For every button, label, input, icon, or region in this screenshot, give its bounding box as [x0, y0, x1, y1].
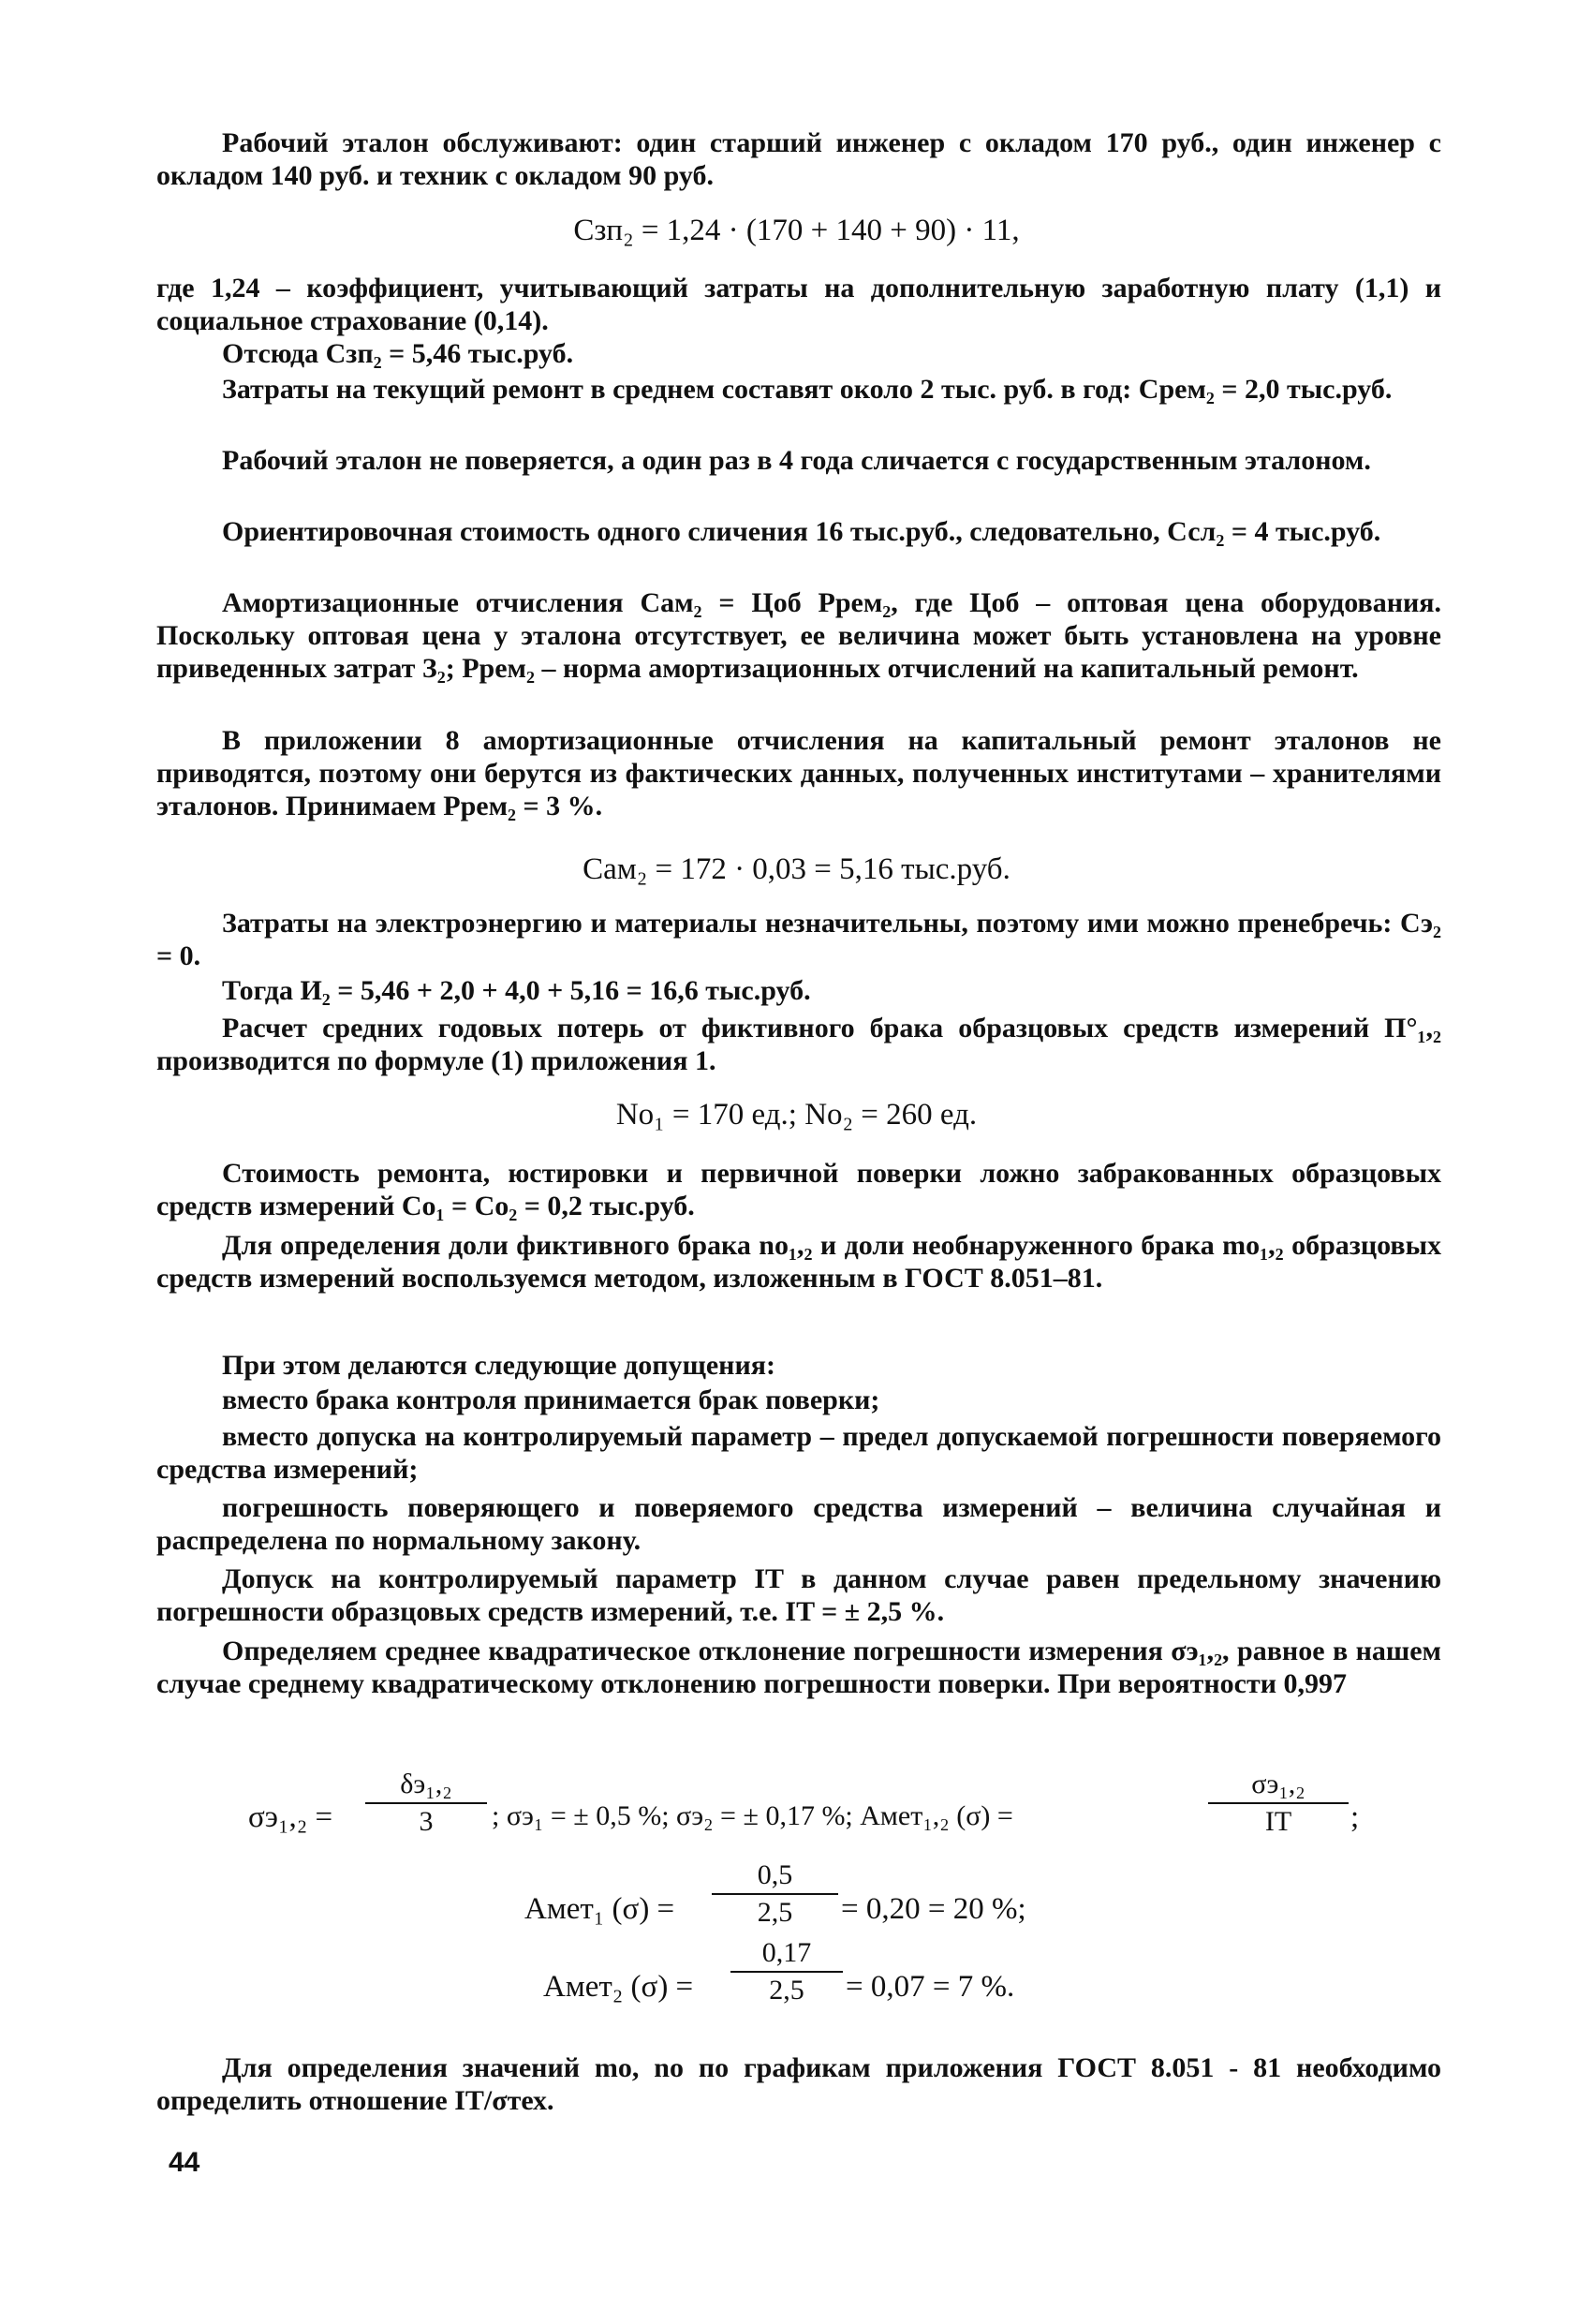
paragraph: Расчет средних годовых потерь от фиктивного брака образцовых средств измерений П°₁,₂ производится по формуле (1) приложения 1. [156, 1013, 1441, 1076]
fraction-sigma-over-it [1208, 1769, 1349, 1838]
formula-amet2-lhs: Амет₂ (σ) = [543, 1970, 694, 2004]
paragraph: вместо допуска на контролируемый параметр – предел допускаемой погрешности поверяемого средства измерений; [156, 1421, 1441, 1485]
paragraph: Отсюда Сзп₂ = 5,46 тыс.руб. [222, 338, 574, 369]
paragraph: Тогда И₂ = 5,46 + 2,0 + 4,0 + 5,16 = 16,6 тыс.руб. [222, 975, 811, 1006]
fraction-numerator: 0,17 [730, 1937, 843, 1973]
paragraph: Для определения доли фиктивного брака nо₁,₂ и доли необнаруженного брака mо₁,₂ образцовых средств измерений воспользуемся методом, изложенным в ГОСТ 8.051–81. [156, 1230, 1441, 1294]
equation: Сзп₂ = 1,24 · (170 + 140 + 90) · 11, [573, 214, 1020, 247]
equation: Nо₁ = 170 ед.; Nо₂ = 260 ед. [615, 1098, 978, 1132]
paragraph: Затраты на текущий ремонт в среднем составят около 2 тыс. руб. в год: Срем₂ = 2,0 тыс.руб. [222, 374, 1393, 405]
formula-semicolon: ; [1350, 1800, 1360, 1834]
equation: Сам₂ = 172 · 0,03 = 5,16 тыс.руб. [583, 852, 1010, 886]
paragraph: погрешность поверяющего и поверяемого средства измерений – величина случайная и распределена по нормальному закону. [156, 1492, 1441, 1556]
paragraph: Ориентировочная стоимость одного сличения 16 тыс.руб., следовательно, Ссл₂ = 4 тыс.руб. [222, 516, 1381, 547]
formula-sigma-values: ; σэ₁ = ± 0,5 %; σэ₂ = ± 0,17 %; Амет₁,₂ (σ) = [492, 1800, 1013, 1831]
paragraph: Для определения значений mо, nо по графикам приложения ГОСТ 8.051 - 81 необходимо определить отношение IT/σтех. [156, 2052, 1441, 2116]
formula-amet2-rhs: = 0,07 = 7 %. [846, 1970, 1015, 2004]
fraction-denominator: 3 [419, 1806, 434, 1837]
paragraph: Допуск на контролируемый параметр IT в данном случае равен предельному значению погрешности образцовых средств измерений, т.е. IT = ± 2,5 %. [156, 1563, 1441, 1627]
paragraph: В приложении 8 амортизационные отчисления на капитальный ремонт эталонов не приводятся, поэтому они берутся из фактических данных, полученных институтами – хранителями эталонов. Принимаем Ррем₂ = 3 %. [156, 725, 1441, 822]
fraction-amet2 [730, 1937, 843, 2006]
paragraph: Рабочий эталон не поверяется, а один раз в 4 года сличается с государственным эталоном. [222, 445, 1371, 476]
fraction-denominator: IT [1264, 1806, 1292, 1837]
paragraph: При этом делаются следующие допущения: [222, 1350, 775, 1381]
paragraph: Затраты на электроэнергию и материалы незначительны, поэтому ими можно пренебречь: Сэ₂ = 0. [156, 908, 1441, 971]
fraction-numerator: σэ₁,₂ [1208, 1769, 1349, 1804]
paragraph: где 1,24 – коэффициент, учитывающий затраты на дополнительную заработную плату (1,1) и социальное страхование (0,14). [156, 273, 1441, 336]
formula-sigma-lhs: σэ₁,₂ = [248, 1800, 333, 1834]
fraction-numerator: 0,5 [712, 1859, 838, 1895]
fraction-amet1 [712, 1859, 838, 1929]
fraction-denominator: 2,5 [757, 1897, 793, 1928]
paragraph: вместо брака контроля принимается брак поверки; [222, 1384, 880, 1415]
fraction-denominator: 2,5 [769, 1975, 804, 2006]
paragraph: Определяем среднее квадратическое отклонение погрешности измерения σэ₁,₂, равное в нашем случае среднему квадратическому отклонению погрешности поверки. При вероятности 0,997 [156, 1636, 1441, 1699]
page-number: 44 [169, 2147, 200, 2178]
fraction-numerator: δэ₁,₂ [365, 1769, 487, 1804]
paragraph: Рабочий эталон обслуживают: один старший инженер с окладом 170 руб., один инженер с окладом 140 руб. и техник с окладом 90 руб. [156, 127, 1441, 191]
paragraph: Амортизационные отчисления Сам₂ = Цоб Ррем₂, где Цоб – оптовая цена оборудования. Поскольку оптовая цена у эталона отсутствует, ее величина может быть установлена на уровне приведенных затрат З₂; Ррем₂ – норма амортизационных отчислений на капитальный ремонт. [156, 587, 1441, 684]
formula-amet1-lhs: Амет₁ (σ) = [524, 1892, 675, 1926]
fraction-delta-over-3 [365, 1769, 487, 1838]
paragraph: Стоимость ремонта, юстировки и первичной поверки ложно забракованных образцовых средств измерений Со₁ = Со₂ = 0,2 тыс.руб. [156, 1158, 1441, 1221]
formula-amet1-rhs: = 0,20 = 20 %; [841, 1892, 1026, 1926]
